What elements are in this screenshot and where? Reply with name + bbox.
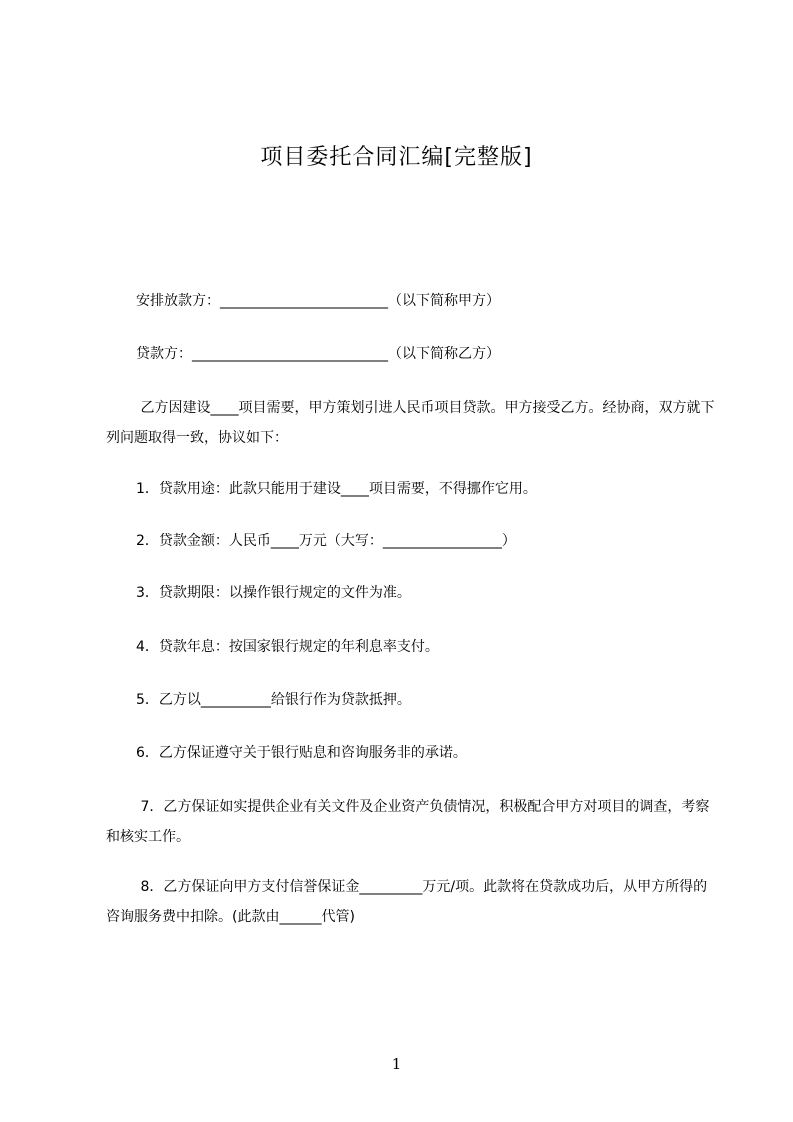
clause-5-collateral: 5．乙方以__________给银行作为贷款抵押。 xyxy=(136,692,411,708)
lender-party-line: 安排放款方：________________________（以下简称甲方） xyxy=(136,293,500,309)
clause-6-commitment: 6．乙方保证遵守关于银行贴息和咨询服务非的承诺。 xyxy=(136,745,467,761)
preamble-paragraph: 乙方因建设____项目需要，甲方策划引进人民币项目贷款。甲方接受乙方。经协商，双方就下列问题取得一致，协议如下： xyxy=(106,400,715,446)
clause-7-disclosure: 7．乙方保证如实提供企业有关文件及企业资产负债情况，积极配合甲方对项目的调查，考察和核实工作。 xyxy=(106,799,710,845)
borrower-party-line: 贷款方：____________________________（以下简称乙方） xyxy=(136,346,500,362)
clause-2-loan-amount: 2．贷款金额：人民币____万元（大写：_________________） xyxy=(136,533,516,549)
clause-3-loan-term: 3．贷款期限：以操作银行规定的文件为准。 xyxy=(136,585,411,601)
clause-1-loan-purpose: 1．贷款用途：此款只能用于建设____项目需要，不得挪作它用。 xyxy=(136,481,537,497)
clause-4-annual-interest: 4．贷款年息：按国家银行规定的年利息率支付。 xyxy=(136,639,439,655)
page-number: 1 xyxy=(391,1055,402,1073)
document-title: 项目委托合同汇编[完整版] xyxy=(260,145,533,170)
clause-8-deposit: 8．乙方保证向甲方支付信誉保证金_________万元/项。此款将在贷款成功后，从甲方所得的咨询服务费中扣除。(此款由______代管) xyxy=(106,879,708,925)
